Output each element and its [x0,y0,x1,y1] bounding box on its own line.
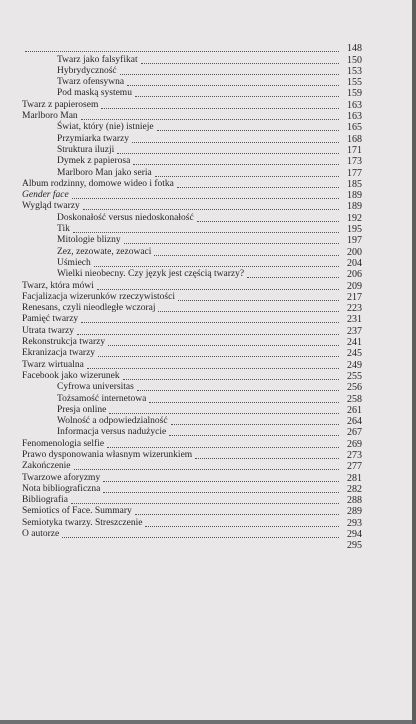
toc-entry-page-number: 282 [347,483,362,495]
toc-entry [22,99,362,110]
toc-entry [22,179,362,190]
toc-entry-title: Twarz z papierosem [22,99,99,110]
toc-entry [22,133,362,144]
dot-leader [247,277,339,278]
dot-leader [158,311,339,312]
toc-entry [22,258,362,269]
toc-entry-title: Marlboro Man [22,111,78,122]
toc-entry-page-number: 264 [347,416,362,428]
toc-entry [22,201,362,212]
dot-leader [123,379,339,380]
toc-entry-title: Semiotyka twarzy. Streszczenie [22,517,143,528]
toc-entry-page-number: 258 [347,393,362,405]
dot-leader [157,130,339,131]
toc-entry [22,122,362,133]
toc-entry [22,450,362,461]
toc-entry-title: Facjalizacja wizerunków rzeczywistości [22,291,175,302]
toc-entry [22,325,362,336]
dot-leader [25,51,339,52]
toc-entry-page-number: 163 [347,99,362,111]
dot-leader [97,289,339,290]
toc-entry-page-number: 195 [347,224,362,236]
toc-entry-title: Twarz wirtualna [22,359,84,370]
dot-leader [81,119,339,120]
toc-entry-title: Zakończenie [22,461,71,472]
dot-leader [101,108,339,109]
dot-leader [103,481,339,482]
dot-leader [71,503,339,504]
toc-entry-title: Zez, zezowate, zezowaci [57,246,152,257]
toc-entry [22,529,362,540]
table-of-contents [22,43,362,551]
toc-entry-page-number: 277 [347,461,362,473]
toc-entry-page-number: 267 [347,427,362,439]
toc-entry [22,371,362,382]
dot-leader [109,413,339,414]
toc-entry-page-number: 159 [347,88,362,100]
toc-entry-page-number: 261 [347,404,362,416]
toc-entry-page-number: 231 [347,314,362,326]
toc-entry [22,517,362,528]
toc-entry-title: Bibliografia [22,495,68,506]
page-edge-shadow [412,0,416,724]
toc-entry-title: Rekonstrukcja twarzy [22,337,106,348]
toc-entry-page-number: 204 [347,257,362,269]
toc-entry-title: Album rodzinny, domowe wideo i fotka [22,178,174,189]
toc-entry-page-number: 255 [347,370,362,382]
dot-leader [171,424,339,425]
toc-entry [22,167,362,178]
dot-leader [133,164,339,165]
toc-entry [22,280,362,291]
toc-entry-page-number: 294 [347,529,362,541]
dot-leader [149,402,339,403]
dot-leader [145,526,339,527]
toc-entry-page-number: 171 [347,144,362,156]
dot-leader [132,142,339,143]
toc-entry-title: Wygląd twarzy [22,201,80,212]
toc-entry-page-number: 288 [347,495,362,507]
toc-entry-page-number: 185 [347,178,362,190]
dot-leader [81,322,339,323]
dot-leader [154,255,339,256]
toc-entry [22,461,362,472]
toc-entry-title: Struktura iluzji [57,144,115,155]
toc-entry-title: Twarz jako falsyfikat [57,54,138,65]
toc-entry [22,416,362,427]
toc-entry-title: Uśmiech [57,257,91,268]
toc-entry-page-number: 273 [347,449,362,461]
toc-entry-title: Twarzowe aforyzmy [22,472,101,483]
dot-leader [98,356,339,357]
toc-entry-title: Cyfrowa universitas [57,382,134,393]
toc-entry-page-number: 189 [347,190,362,202]
toc-entry-title: Wolność a odpowiedzialność [57,416,168,427]
toc-entry-page-number: 241 [347,337,362,349]
dot-leader [73,232,339,233]
toc-entry-title: O autorze [22,529,60,540]
toc-entry [22,540,362,551]
toc-entry-title: Twarz ofensywna [57,77,125,88]
dot-leader [117,153,339,154]
dot-leader [169,435,339,436]
dot-leader [94,266,339,267]
toc-entry-page-number: 206 [347,269,362,281]
toc-entry [22,269,362,280]
toc-entry-title: Gender face [22,190,69,201]
dot-leader [74,469,339,470]
toc-entry-title: Pod maską systemu [57,88,132,99]
toc-entry-title: Facebook jako wizerunek [22,370,120,381]
toc-entry-page-number: 165 [347,122,362,134]
dot-leader [77,334,339,335]
toc-entry-title: Presja online [57,404,107,415]
toc-entry [22,66,362,77]
toc-entry-page-number: 249 [347,359,362,371]
toc-entry [22,303,362,314]
toc-entry-page-number: 293 [347,517,362,529]
toc-entry [22,224,362,235]
toc-entry [22,393,362,404]
toc-entry [22,348,362,359]
toc-entry-page-number: 150 [347,54,362,66]
toc-entry-title: Twarz, która mówi [22,280,94,291]
toc-entry-title: Renesans, czyli nieodległe wczoraj [22,303,156,314]
dot-leader [141,63,339,64]
toc-entry-page-number: 192 [347,212,362,224]
toc-entry [22,88,362,99]
toc-entry [22,472,362,483]
toc-entry-title: Fenomenologia selfie [22,438,105,449]
toc-entry [22,212,362,223]
dot-leader [62,537,339,538]
toc-entry-page-number: 153 [347,65,362,77]
toc-entry-title: Nota bibliograficzna [22,483,101,494]
toc-entry-page-number: 155 [347,77,362,89]
dot-leader [197,221,339,222]
dot-leader [135,514,339,515]
dot-leader [72,198,339,199]
toc-entry-page-number: 168 [347,133,362,145]
dot-leader [135,96,339,97]
toc-entry [22,506,362,517]
dot-leader [178,300,339,301]
toc-entry-page-number: 237 [347,325,362,337]
toc-entry [22,292,362,303]
toc-entry-page-number: 173 [347,156,362,168]
toc-entry [22,190,362,201]
dot-leader [127,85,339,86]
dot-leader [103,492,339,493]
toc-entry [22,495,362,506]
toc-entry-page-number: 295 [347,540,362,552]
toc-entry-page-number: 148 [347,43,362,55]
dot-leader [107,447,339,448]
toc-entry-page-number: 197 [347,235,362,247]
toc-entry [22,405,362,416]
toc-entry-title: Marlboro Man jako seria [57,167,152,178]
toc-entry-title: Prawo dysponowania własnym wizerunkiem [22,449,193,460]
toc-entry-page-number: 189 [347,201,362,213]
toc-entry-title: Tik [57,224,70,235]
toc-entry-title: Przymiarka twarzy [57,133,130,144]
toc-entry-page-number: 256 [347,382,362,394]
toc-entry [22,111,362,122]
toc-entry-page-number: 289 [347,506,362,518]
toc-entry [22,246,362,257]
dot-leader [137,390,339,391]
toc-entry-page-number: 177 [347,167,362,179]
toc-entry [22,156,362,167]
toc-entry-title: Informacja versus nadużycie [57,427,167,438]
toc-entry-title: Mitologie blizny [57,235,121,246]
toc-entry-page-number: 281 [347,472,362,484]
dot-leader [83,209,339,210]
toc-entry [22,438,362,449]
toc-entry-title: Dymek z papierosa [57,156,131,167]
toc-entry [22,382,362,393]
toc-entry [22,484,362,495]
toc-entry-title: Utrata twarzy [22,325,74,336]
toc-entry [22,43,362,54]
toc-entry [22,54,362,65]
toc-entry-title: Hybrydyczność [57,65,117,76]
toc-entry [22,77,362,88]
toc-entry-page-number: 223 [347,303,362,315]
toc-entry [22,427,362,438]
toc-entry-title: Pamięć twarzy [22,314,79,325]
dot-leader [155,176,339,177]
toc-entry [22,145,362,156]
toc-entry-page-number: 200 [347,246,362,258]
toc-entry-page-number: 245 [347,348,362,360]
toc-entry-title: Wielki nieobecny. Czy język jest częścią twarzy? [57,269,245,280]
toc-entry [22,359,362,370]
dot-leader [120,74,339,75]
toc-entry-title: Ekranizacja twarzy [22,348,96,359]
toc-entry-page-number: 163 [347,111,362,123]
toc-entry [22,337,362,348]
toc-entry-page-number: 217 [347,291,362,303]
toc-entry-page-number: 269 [347,438,362,450]
dot-leader [195,458,339,459]
dot-leader [124,243,339,244]
toc-entry [22,235,362,246]
dot-leader [177,187,339,188]
dot-leader [87,368,339,369]
toc-entry-title: Semiotics of Face. Summary [22,506,132,517]
toc-entry-title: Tożsamość internetowa [57,393,147,404]
dot-leader [108,345,339,346]
toc-entry [22,314,362,325]
toc-entry-title: Świat, który (nie) istnieje [57,122,154,133]
toc-entry-title: Doskonałość versus niedoskonałość [57,212,194,223]
toc-entry-page-number: 209 [347,280,362,292]
